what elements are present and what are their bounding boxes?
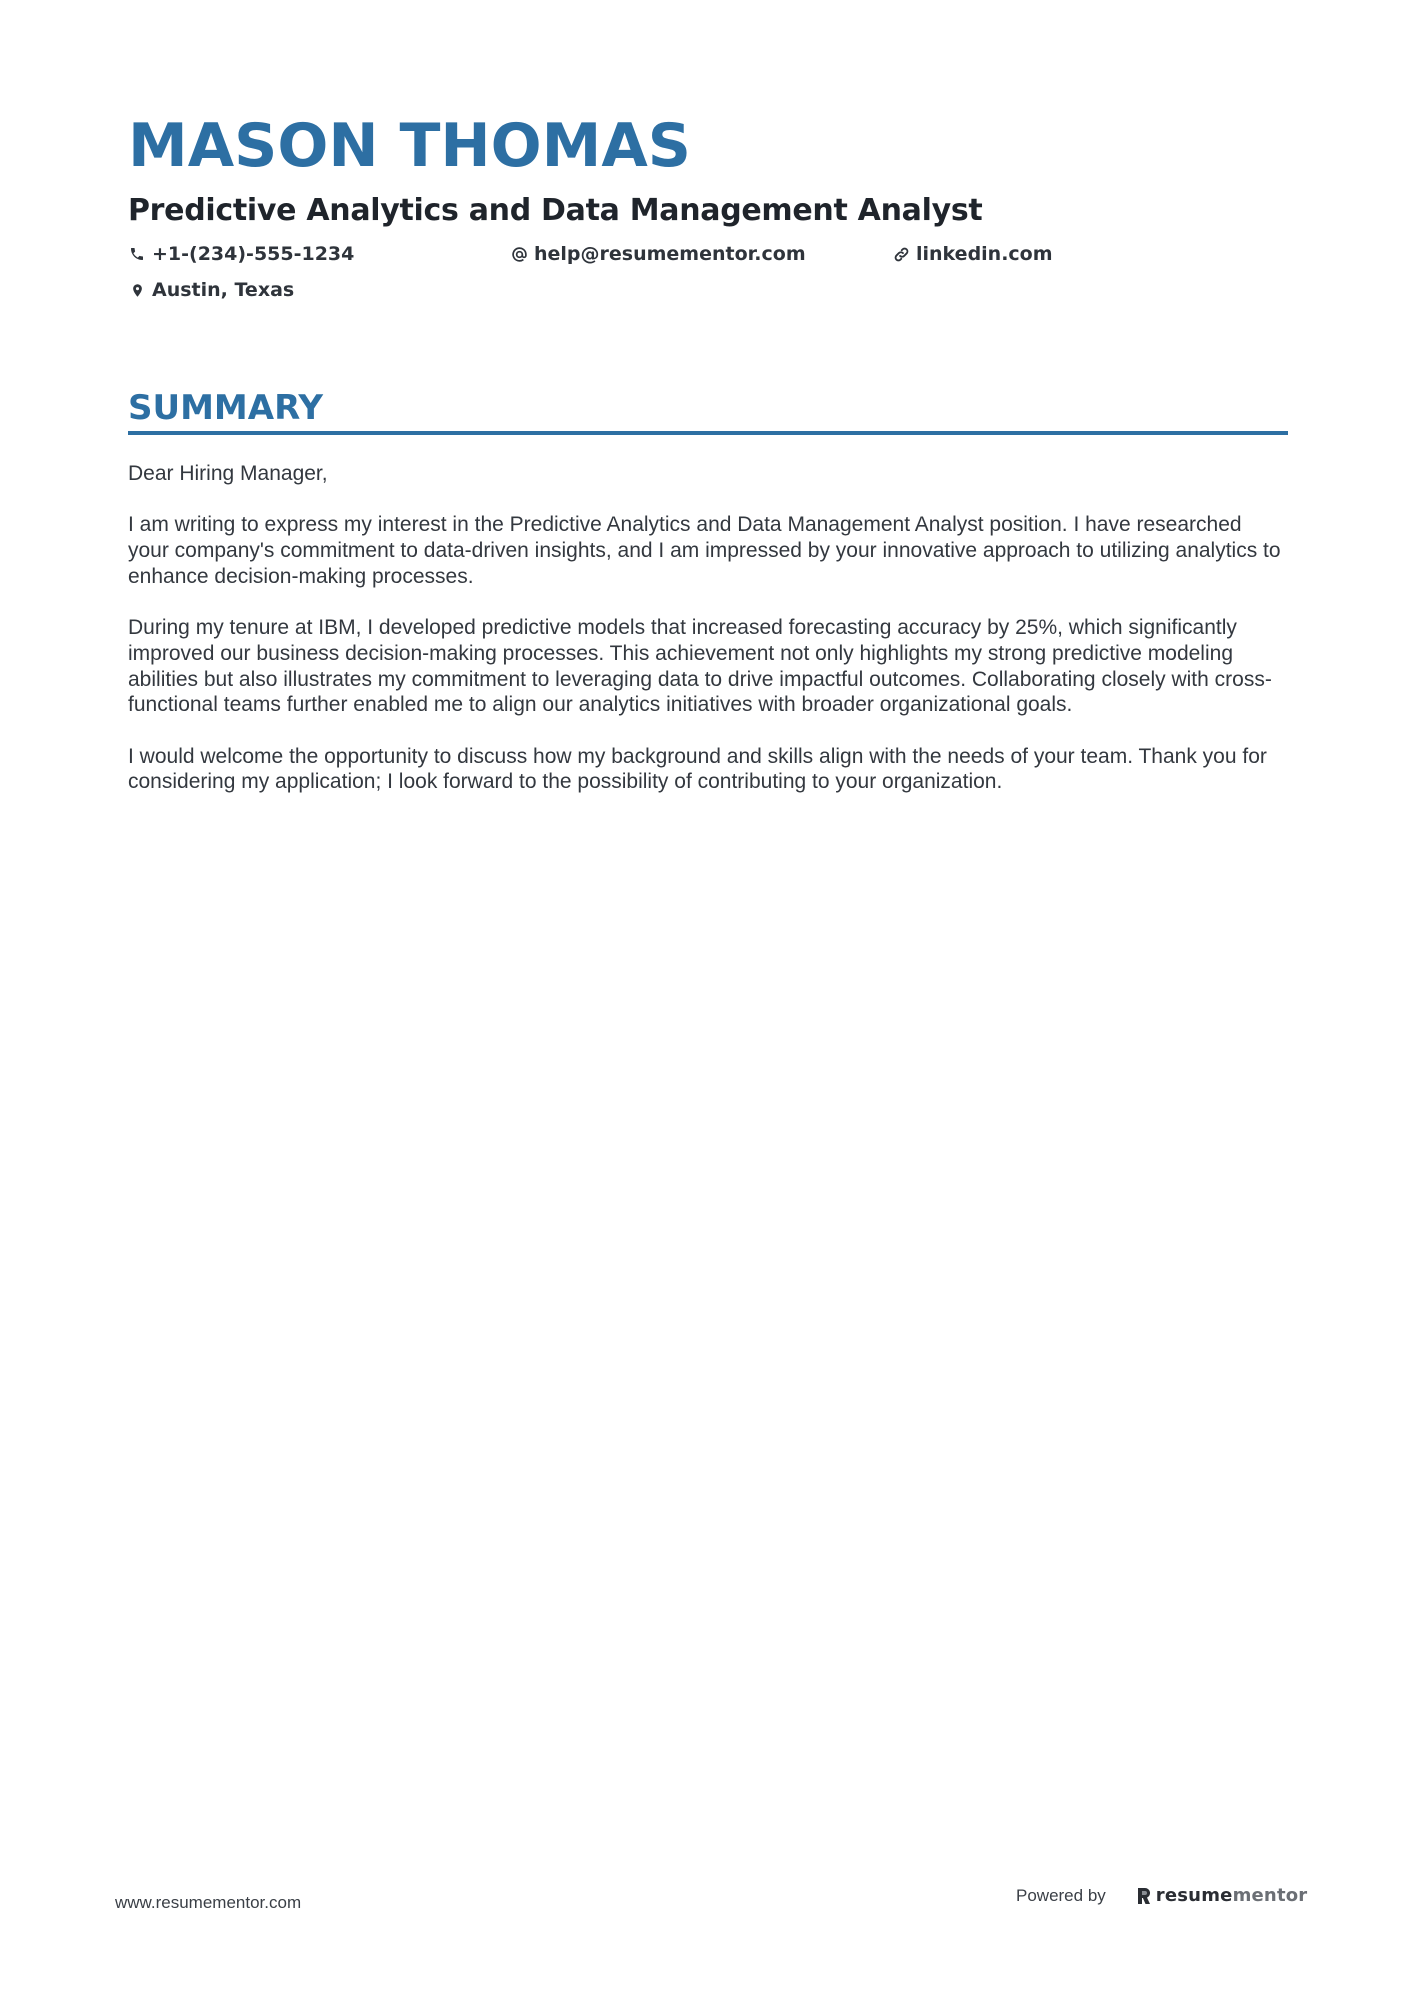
location-text: Austin, Texas [152,279,295,301]
link-icon [892,245,910,263]
section-divider [128,431,1288,435]
email-text[interactable]: help@resumementor.com [534,243,806,265]
phone-text: +1-(234)-555-1234 [152,243,355,265]
contact-email[interactable] [510,241,806,267]
salutation: Dear Hiring Manager, [128,462,328,485]
brand-name-part1: resume [1155,1885,1233,1906]
phone-icon [128,245,146,263]
summary-body [128,461,1288,821]
contact-location [128,277,294,303]
location-pin-icon [128,281,146,299]
footer-website[interactable]: www.resumementor.com [115,1893,302,1912]
brand-name-part2: mentor [1232,1885,1308,1906]
candidate-name: MASON THOMAS [128,111,691,181]
paragraph-closing: I would welcome the opportunity to discuss how my background and skills align with the needs of your team. Thank you for considering my application; I look forward to the possibility of contributing to your organization. [128,744,1267,794]
paragraph-experience: During my tenure at IBM, I developed predictive models that increased forecasting accuracy by 25%, which significantly improved our business decision-making processes. This achievement not only highlights my strong predictive modeling abilities but also illustrates my commitment to leveraging data to drive impactful outcomes. Collaborating closely with cross-functional teams further enabled me to align our analytics initiatives with broader organizational goals. [128,616,1272,717]
contact-link[interactable] [892,241,1053,267]
job-headline: Predictive Analytics and Data Management Analyst [128,193,983,228]
brand-logo[interactable] [1136,1885,1308,1906]
at-icon [510,245,528,263]
footer-branding [1016,1885,1307,1906]
contact-phone [128,241,354,267]
link-text[interactable]: linkedin.com [916,243,1053,265]
powered-by-label: Powered by [1016,1885,1106,1905]
brand-logo-icon [1136,1886,1152,1906]
paragraph-intro: I am writing to express my interest in the Predictive Analytics and Data Management Analyst position. I have researched your company's commitment to data-driven insights, and I am impressed by your innovative approach to utilizing analytics to enhance decision-making processes. [128,513,1281,588]
summary-heading: SUMMARY [128,388,324,428]
